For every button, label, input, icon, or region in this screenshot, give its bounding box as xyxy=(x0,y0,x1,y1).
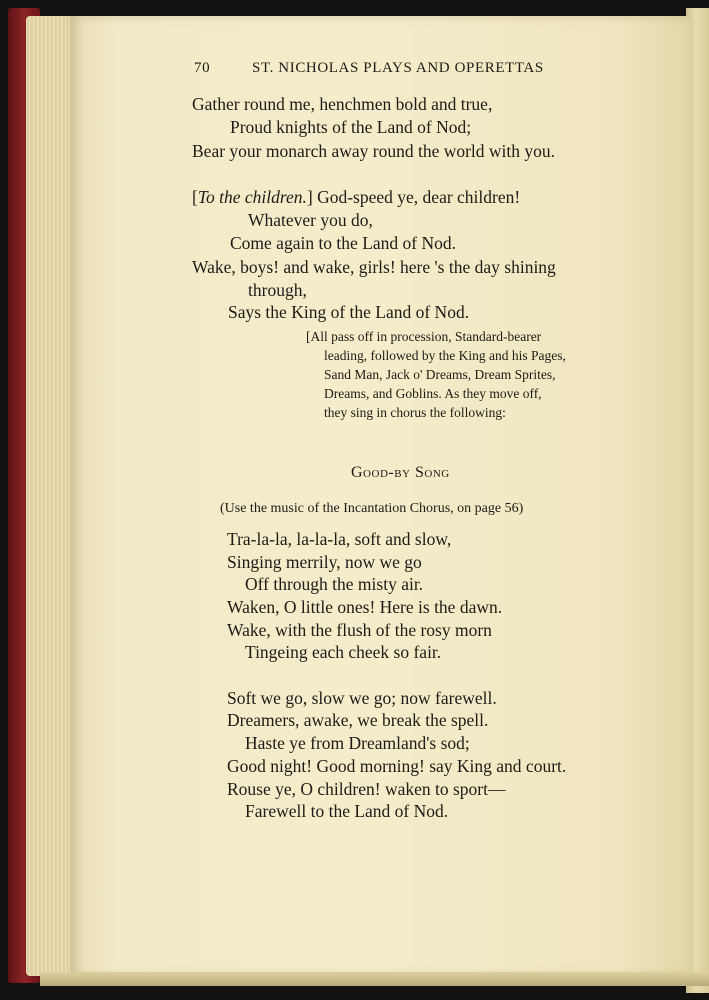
inline-stage-direction: To the children. xyxy=(197,187,307,207)
stage-direction-line: leading, followed by the King and his Pages, xyxy=(324,348,566,363)
stage-direction-line: Dreams, and Goblins. As they move off, xyxy=(324,386,542,401)
page-edges-bottom xyxy=(40,972,709,986)
verse-line: Gather round me, henchmen bold and true, xyxy=(192,94,493,114)
stage-direction-line: they sing in chorus the following: xyxy=(324,405,506,420)
bracket: [ xyxy=(192,187,198,207)
bracket: ] xyxy=(306,187,313,207)
verse-line: Bear your monarch away round the world with you. xyxy=(192,141,556,161)
verse-line: Proud knights of the Land of Nod; xyxy=(230,117,472,137)
song-line: Off through the misty air. xyxy=(245,574,424,594)
song-line: Wake, with the flush of the rosy morn xyxy=(227,620,492,640)
song-note: (Use the music of the Incantation Chorus, on page 56) xyxy=(220,501,524,516)
running-title: ST. NICHOLAS PLAYS AND OPERETTAS xyxy=(252,60,544,76)
song-line: Waken, O little ones! Here is the dawn. xyxy=(227,597,503,617)
song-line: Tra-la-la, la-la-la, soft and slow, xyxy=(227,529,452,549)
stage-direction-line: [All pass off in procession, Standard-bearer xyxy=(306,329,542,344)
page-number: 70 xyxy=(194,60,211,76)
song-line: Good night! Good morning! say King and court. xyxy=(227,756,567,776)
song-title: Good-by Song xyxy=(351,464,450,481)
verse-line: Come again to the Land of Nod. xyxy=(230,233,456,253)
song-line: Dreamers, awake, we break the spell. xyxy=(227,710,489,730)
verse-line-with-direction xyxy=(192,187,520,207)
song-line: Singing merrily, now we go xyxy=(227,552,422,572)
verse-line: through, xyxy=(248,280,307,300)
verse-line: Wake, boys! and wake, girls! here 's the day shining xyxy=(192,257,556,277)
song-line: Soft we go, slow we go; now farewell. xyxy=(227,688,497,708)
song-line: Rouse ye, O children! waken to sport— xyxy=(227,779,506,799)
stage-direction-line: Sand Man, Jack o' Dreams, Dream Sprites, xyxy=(324,367,556,382)
song-line: Tingeing each cheek so fair. xyxy=(245,642,442,662)
verse-line: Says the King of the Land of Nod. xyxy=(228,302,470,322)
song-line: Haste ye from Dreamland's sod; xyxy=(245,733,470,753)
song-line: Farewell to the Land of Nod. xyxy=(245,801,449,821)
verse-text: God-speed ye, dear children! xyxy=(312,187,521,207)
verse-line: Whatever you do, xyxy=(248,210,373,230)
